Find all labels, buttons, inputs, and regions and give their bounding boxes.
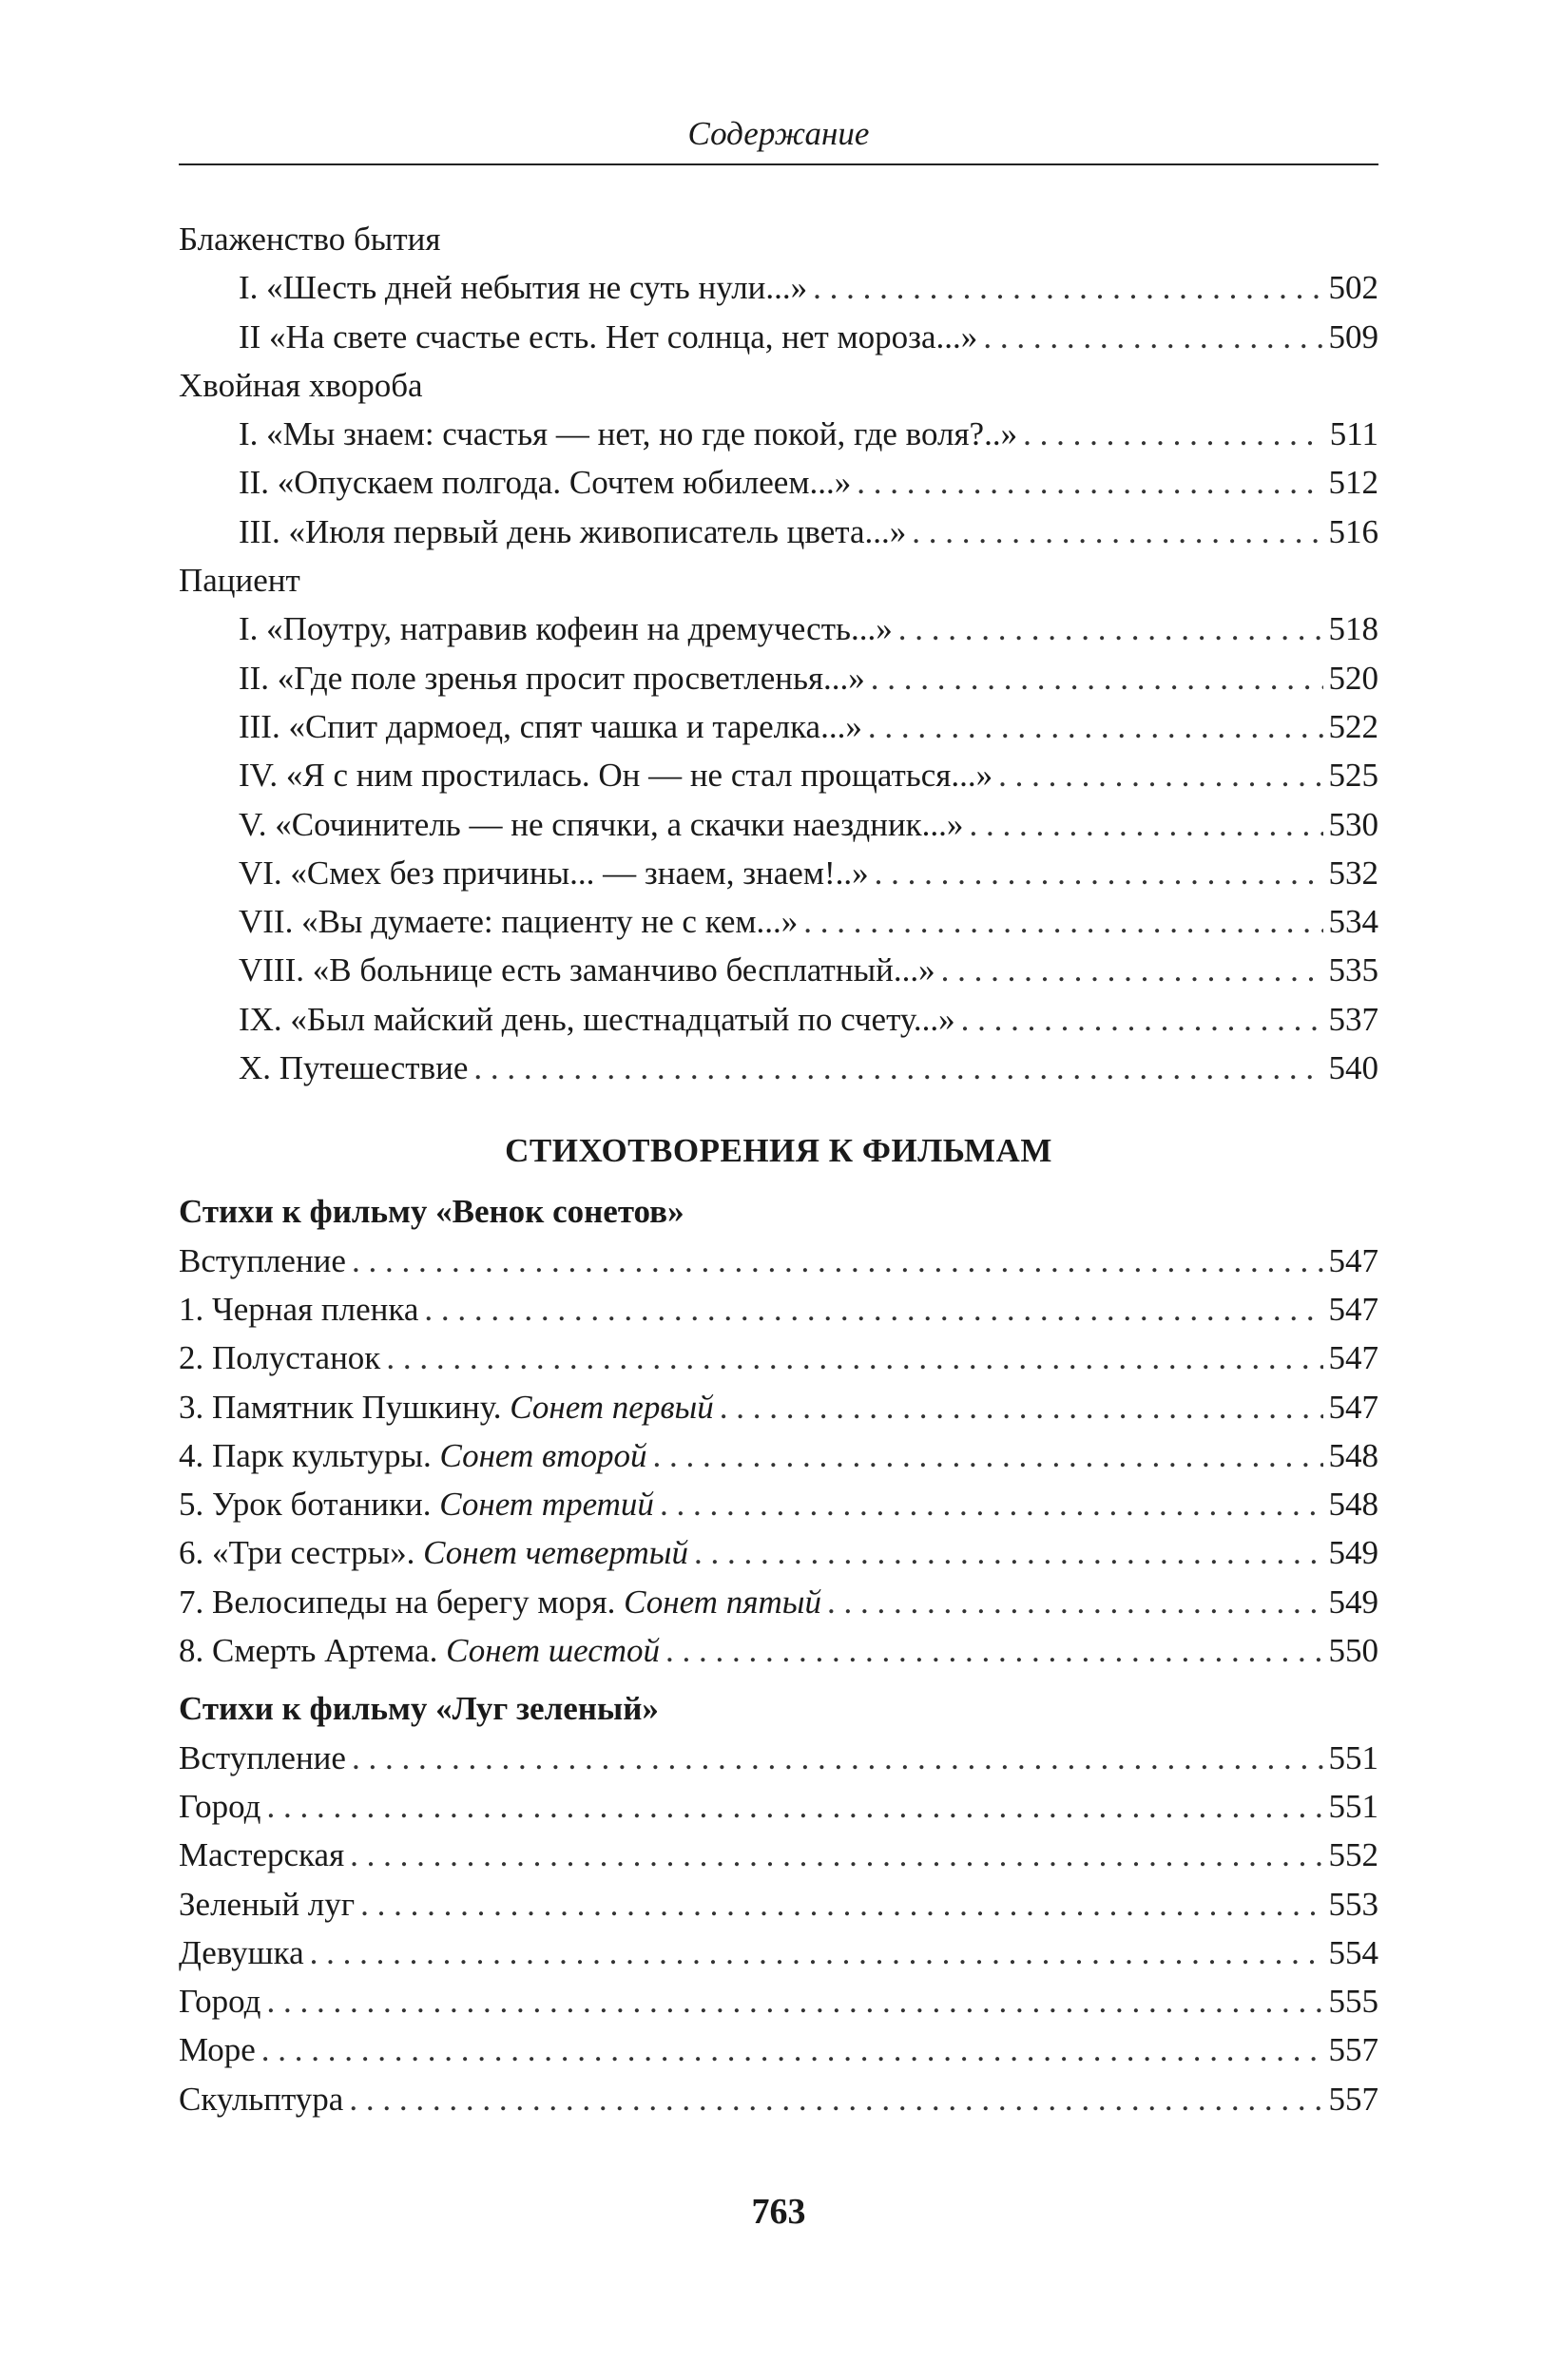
toc-entry xyxy=(179,2025,1378,2074)
dot-leader xyxy=(898,605,1323,653)
dot-leader xyxy=(310,1929,1323,1977)
dot-leader xyxy=(813,263,1322,312)
dot-leader xyxy=(969,800,1322,849)
toc-entry-page: 549 xyxy=(1328,1583,1378,1621)
toc-entry-title: Мастерская xyxy=(179,1836,345,1874)
toc-entry xyxy=(179,1578,1378,1626)
toc-entry-title: II «На свете счастье есть. Нет солнца, нет мороза...» xyxy=(239,317,978,355)
toc-entry-title: IX. «Был майский день, шестнадцатый по счету...» xyxy=(239,1000,955,1038)
toc-entry xyxy=(179,1383,1378,1431)
toc-entry-title: 6. «Три сестры». Сонет четвертый xyxy=(179,1534,689,1572)
toc-entry-title: 7. Велосипеды на берегу моря. Сонет пятый xyxy=(179,1583,821,1621)
toc-entry-title: Девушка xyxy=(179,1933,304,1971)
section-title: СТИХОТВОРЕНИЯ К ФИЛЬМАМ xyxy=(505,1132,1052,1170)
dot-leader xyxy=(941,946,1323,994)
toc-entry xyxy=(179,605,1378,653)
toc-entry xyxy=(179,1831,1378,1879)
toc-entry-title: 5. Урок ботаники. Сонет третий xyxy=(179,1486,654,1524)
film-group-heading: Стихи к фильму «Луг зеленый» xyxy=(179,1690,659,1728)
toc-entry-title: Город xyxy=(179,1983,261,2021)
running-head: Содержание xyxy=(687,115,870,152)
toc-entry xyxy=(179,2075,1378,2123)
dot-leader xyxy=(653,1431,1323,1480)
toc-entry xyxy=(179,263,1378,312)
toc-entry-page: 509 xyxy=(1328,317,1378,355)
toc-entry-page: 550 xyxy=(1328,1632,1378,1670)
toc-entry-page: 540 xyxy=(1328,1049,1378,1087)
toc-entry-subtitle: Сонет первый xyxy=(510,1388,714,1426)
toc-entry-page: 537 xyxy=(1328,1000,1378,1038)
toc-entry xyxy=(179,313,1378,361)
toc-entry-title: I. «Поутру, натравив кофеин на дремучесть...» xyxy=(239,610,893,648)
toc-entry xyxy=(179,751,1378,799)
toc-entry xyxy=(179,1880,1378,1929)
dot-leader xyxy=(350,1831,1322,1879)
dot-leader xyxy=(660,1480,1323,1528)
toc-entry-page: 551 xyxy=(1328,1787,1378,1825)
toc-entry xyxy=(179,702,1378,751)
toc-entry xyxy=(179,1977,1378,2025)
toc-entry-page: 512 xyxy=(1328,464,1378,502)
toc-entry-title: Вступление xyxy=(179,1241,346,1279)
toc-entry-page: 548 xyxy=(1328,1486,1378,1524)
toc-entry-page: 534 xyxy=(1328,903,1378,941)
toc-entry xyxy=(179,1480,1378,1528)
toc-entry-page: 530 xyxy=(1328,805,1378,843)
toc-entry-title: 2. Полустанок xyxy=(179,1339,381,1377)
toc-entry xyxy=(179,1734,1378,1782)
toc-entry-page: 532 xyxy=(1328,854,1378,892)
dot-leader xyxy=(266,1977,1322,2025)
toc-entry xyxy=(179,508,1378,556)
toc-entry xyxy=(179,1237,1378,1285)
toc-entry-page: 547 xyxy=(1328,1290,1378,1328)
toc-entry-title: IV. «Я с ним простилась. Он — не стал прощаться...» xyxy=(239,757,993,795)
toc-entry xyxy=(179,800,1378,849)
dot-leader xyxy=(1023,410,1324,458)
toc-entry-subtitle: Сонет пятый xyxy=(624,1583,821,1621)
dot-leader xyxy=(386,1334,1322,1382)
dot-leader xyxy=(803,897,1322,946)
toc-entry xyxy=(179,1334,1378,1382)
toc-entry-title: VIII. «В больнице есть заманчиво бесплатный...» xyxy=(239,951,935,989)
toc-entry-page: 551 xyxy=(1328,1738,1378,1776)
toc-entry-page: 557 xyxy=(1328,2031,1378,2069)
toc-group-heading: Хвойная хвороба xyxy=(179,366,423,404)
toc-entry xyxy=(179,1044,1378,1092)
toc-entry-title: III. «Июля первый день живописатель цвета...» xyxy=(239,512,907,550)
toc-entry-subtitle: Сонет второй xyxy=(439,1436,647,1474)
dot-leader xyxy=(827,1578,1323,1626)
toc-entry-subtitle: Сонет третий xyxy=(439,1486,654,1524)
toc-entry-title: 1. Черная пленка xyxy=(179,1290,419,1328)
toc-entry xyxy=(179,1929,1378,1977)
toc-entry-title: III. «Спит дармоед, спят чашка и тарелка...» xyxy=(239,707,862,745)
toc-entry-subtitle: Сонет четвертый xyxy=(423,1534,689,1572)
film-group-heading: Стихи к фильму «Венок сонетов» xyxy=(179,1193,684,1231)
toc-entry xyxy=(179,1782,1378,1831)
toc-entry-page: 502 xyxy=(1328,269,1378,307)
dot-leader xyxy=(857,458,1322,507)
header-rule xyxy=(179,163,1378,165)
toc-entry-page: 518 xyxy=(1328,610,1378,648)
toc-entry xyxy=(179,849,1378,897)
dot-leader xyxy=(912,508,1322,556)
toc-entry-page: 520 xyxy=(1328,659,1378,697)
toc-entry-title: II. «Где поле зренья просит просветленья...» xyxy=(239,659,865,697)
toc-entry-title: Море xyxy=(179,2031,256,2069)
dot-leader xyxy=(998,751,1322,799)
toc-group-heading: Блаженство бытия xyxy=(179,221,441,258)
toc-entry xyxy=(179,458,1378,507)
toc-entry-page: 555 xyxy=(1328,1983,1378,2021)
toc-entry-page: 554 xyxy=(1328,1933,1378,1971)
dot-leader xyxy=(665,1626,1322,1675)
toc-entry-title: II. «Опускаем полгода. Сочтем юбилеем...» xyxy=(239,464,852,502)
dot-leader xyxy=(983,313,1322,361)
toc-entry-page: 549 xyxy=(1328,1534,1378,1572)
toc-entry-page: 547 xyxy=(1328,1339,1378,1377)
toc-entry xyxy=(179,1528,1378,1577)
toc-entry xyxy=(179,654,1378,702)
toc-entry-title: I. «Мы знаем: счастья — нет, но где покой, где воля?..» xyxy=(239,415,1018,453)
toc-entry-title: X. Путешествие xyxy=(239,1049,469,1087)
table-of-contents xyxy=(179,215,1378,2123)
dot-leader xyxy=(349,2075,1322,2123)
toc-entry-page: 535 xyxy=(1328,951,1378,989)
toc-entry-page: 547 xyxy=(1328,1241,1378,1279)
toc-entry-title: I. «Шесть дней небытия не суть нули...» xyxy=(239,269,808,307)
toc-entry-title: 3. Памятник Пушкину. Сонет первый xyxy=(179,1388,714,1426)
dot-leader xyxy=(360,1880,1322,1929)
toc-entry xyxy=(179,897,1378,946)
dot-leader xyxy=(473,1044,1322,1092)
toc-entry-page: 525 xyxy=(1328,757,1378,795)
dot-leader xyxy=(961,995,1323,1044)
dot-leader xyxy=(694,1528,1322,1577)
dot-leader xyxy=(266,1782,1322,1831)
toc-entry-title: VI. «Смех без причины... — знаем, знаем!..» xyxy=(239,854,869,892)
page-number: 763 xyxy=(751,2192,806,2232)
toc-entry-page: 522 xyxy=(1328,707,1378,745)
toc-entry-title: V. «Сочинитель — не спячки, а скачки наездник...» xyxy=(239,805,964,843)
toc-entry-page: 511 xyxy=(1329,415,1378,453)
toc-entry-page: 552 xyxy=(1328,1836,1378,1874)
toc-entry-title: 8. Смерть Артема. Сонет шестой xyxy=(179,1632,661,1670)
toc-entry xyxy=(179,410,1378,458)
toc-entry-page: 548 xyxy=(1328,1436,1378,1474)
toc-group-heading: Пациент xyxy=(179,562,300,600)
toc-entry xyxy=(179,995,1378,1044)
toc-entry-title: Город xyxy=(179,1787,261,1825)
toc-entry xyxy=(179,1626,1378,1675)
dot-leader xyxy=(720,1383,1323,1431)
toc-entry-page: 547 xyxy=(1328,1388,1378,1426)
toc-entry-title: Вступление xyxy=(179,1738,346,1776)
dot-leader xyxy=(424,1285,1322,1334)
toc-entry xyxy=(179,1285,1378,1334)
dot-leader xyxy=(261,2025,1323,2074)
dot-leader xyxy=(871,654,1323,702)
dot-leader xyxy=(352,1237,1323,1285)
dot-leader xyxy=(352,1734,1323,1782)
dot-leader xyxy=(868,702,1323,751)
toc-entry-title: VII. «Вы думаете: пациенту не с кем...» xyxy=(239,903,799,941)
toc-entry-subtitle: Сонет шестой xyxy=(446,1632,661,1670)
toc-entry-title: 4. Парк культуры. Сонет второй xyxy=(179,1436,647,1474)
toc-entry-page: 557 xyxy=(1328,2080,1378,2118)
toc-entry-title: Зеленый луг xyxy=(179,1885,356,1923)
toc-entry xyxy=(179,946,1378,994)
toc-entry-page: 553 xyxy=(1328,1885,1378,1923)
toc-entry xyxy=(179,1431,1378,1480)
dot-leader xyxy=(875,849,1323,897)
toc-entry-title: Скульптура xyxy=(179,2080,344,2118)
toc-entry-page: 516 xyxy=(1328,512,1378,550)
